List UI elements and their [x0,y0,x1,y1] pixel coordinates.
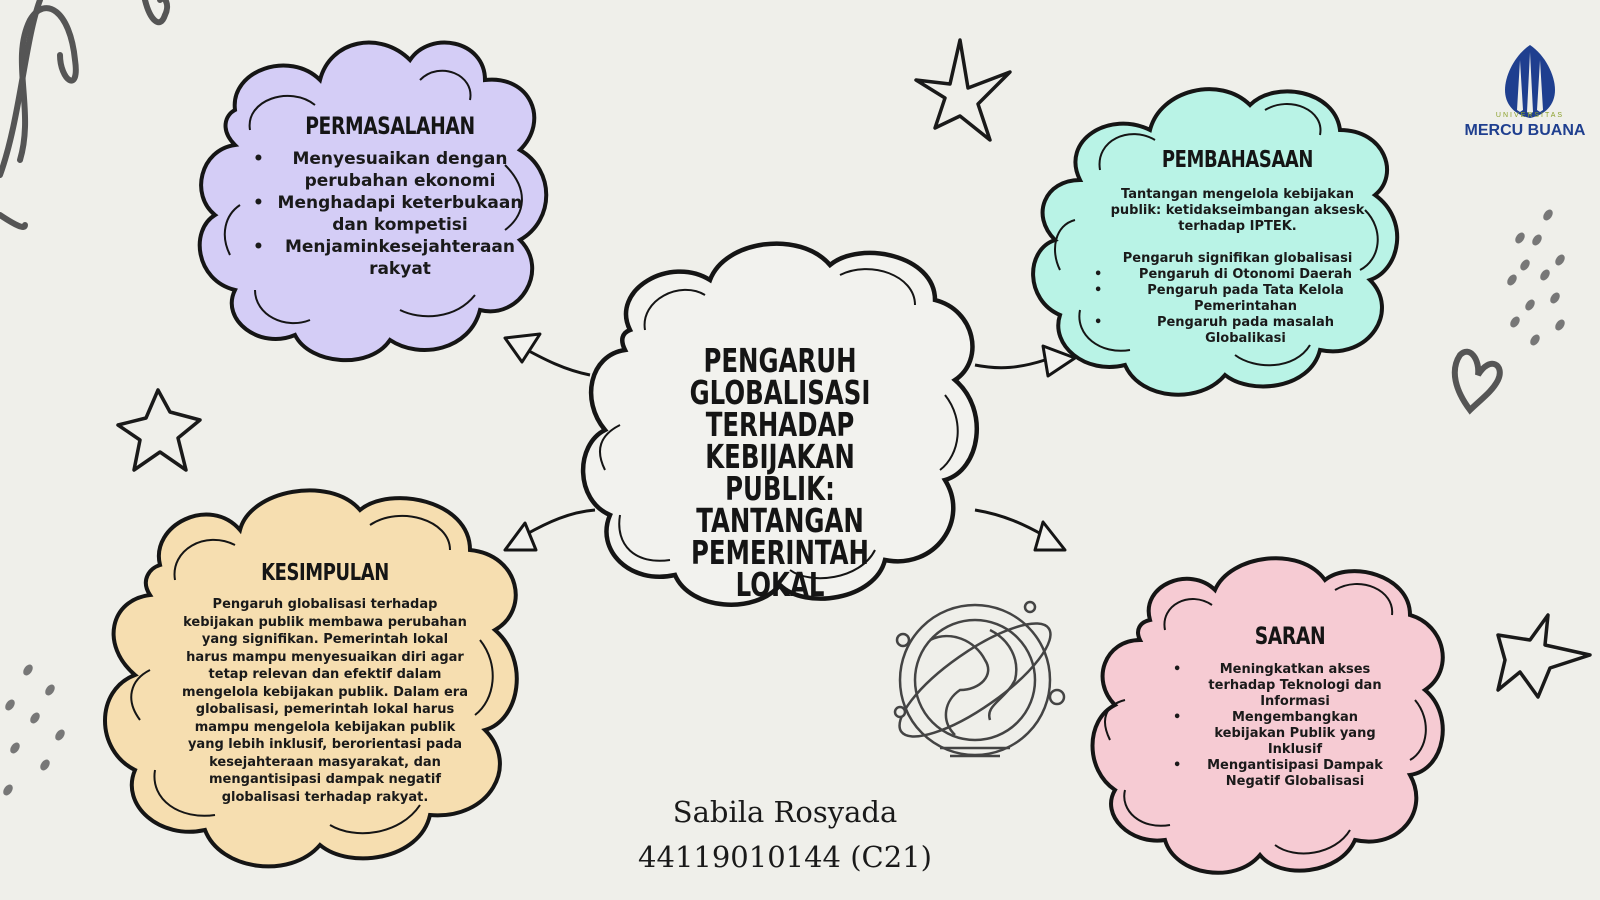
star-icon [916,40,1010,140]
university-logo [1505,45,1555,118]
dots-decoration-left [1,663,66,797]
list-item: • Menjaminkesejahteraan rakyat [275,236,525,280]
logo-university-label: UNIVERSITAS [1495,112,1565,119]
pembahasan-sub: Pengaruh signifikan globalisasi [1122,251,1353,266]
kesimpulan-heading: KESIMPULAN [261,560,389,586]
star-icon [118,390,200,470]
title-block [610,341,950,604]
star-icon [1498,615,1590,697]
list-item: • Mengembangkan kebijakan Publik yang Inklusif [1195,710,1395,758]
pembahasan-content [1100,147,1375,347]
saran-content [1185,622,1395,790]
title-line: PENGARUH [703,341,857,380]
saran-list [1185,662,1395,790]
arrow-to-permasalahan [505,334,590,375]
list-item: • Mengantisipasi Dampak Negatif Globalisasi [1195,758,1395,790]
kesimpulan-body: Pengaruh globalisasi terhadap kebijakan publik membawa perubahan yang signifikan. Pemerintah lokal harus mampu menyesuaikan diri agar tetap relevan dan efektif dalam mengelola kebijakan publik. Dalam era globalisasi, pemerintah lokal harus mampu mengelola kebijakan publik yang lebih inklusif, berorientasi pada kesejahteraan masyarakat, dan mengantisipasi dampak negatif globalisasi terhadap rakyat. [182,597,468,805]
permasalahan-content [255,112,525,280]
pembahasan-list [1100,267,1375,347]
author-id: 44119010144 (C21) [638,840,932,874]
title-line: GLOBALISASI [689,373,871,412]
list-item: • Menghadapi keterbukaan dan kompetisi [275,192,525,236]
list-item: • Pengaruh pada masalah Globalikasi [1116,315,1375,347]
scribble-decoration [0,0,167,227]
title-line: TANTANGAN [696,501,864,540]
list-item: • Pengaruh di Otonomi Daerah [1116,267,1375,283]
arrow-to-kesimpulan [505,510,595,550]
author-name: Sabila Rosyada [672,795,898,829]
heart-icon [1455,352,1500,410]
arrow-to-pembahasan [975,346,1075,376]
list-item: • Menyesuaikan dengan perubahan ekonomi [275,148,525,192]
logo-name: MERCU BUANA [1464,122,1586,139]
saran-heading: SARAN [1254,622,1326,650]
list-item: • Meningkatkan akses terhadap Teknologi dan Informasi [1195,662,1395,710]
list-item: • Pengaruh pada Tata Kelola Pemerintahan [1116,283,1375,315]
pembahasan-intro: Tantangan mengelola kebijakan publik: ketidakseimbangan aksesk terhadap IPTEK. [1110,187,1365,234]
kesimpulan-content [180,560,470,806]
pembahasan-heading: PEMBAHASAAN [1161,147,1314,173]
dots-decoration [1505,208,1566,347]
globe-icon [885,602,1065,756]
title-line: TERHADAP KEBIJAKAN [705,405,855,476]
title-line: PEMERINTAH LOKAL [691,533,869,604]
arrow-to-saran [975,510,1065,550]
title-line: PUBLIK: [725,469,835,508]
permasalahan-heading: PERMASALAHAN [305,112,475,140]
permasalahan-list [255,148,525,280]
